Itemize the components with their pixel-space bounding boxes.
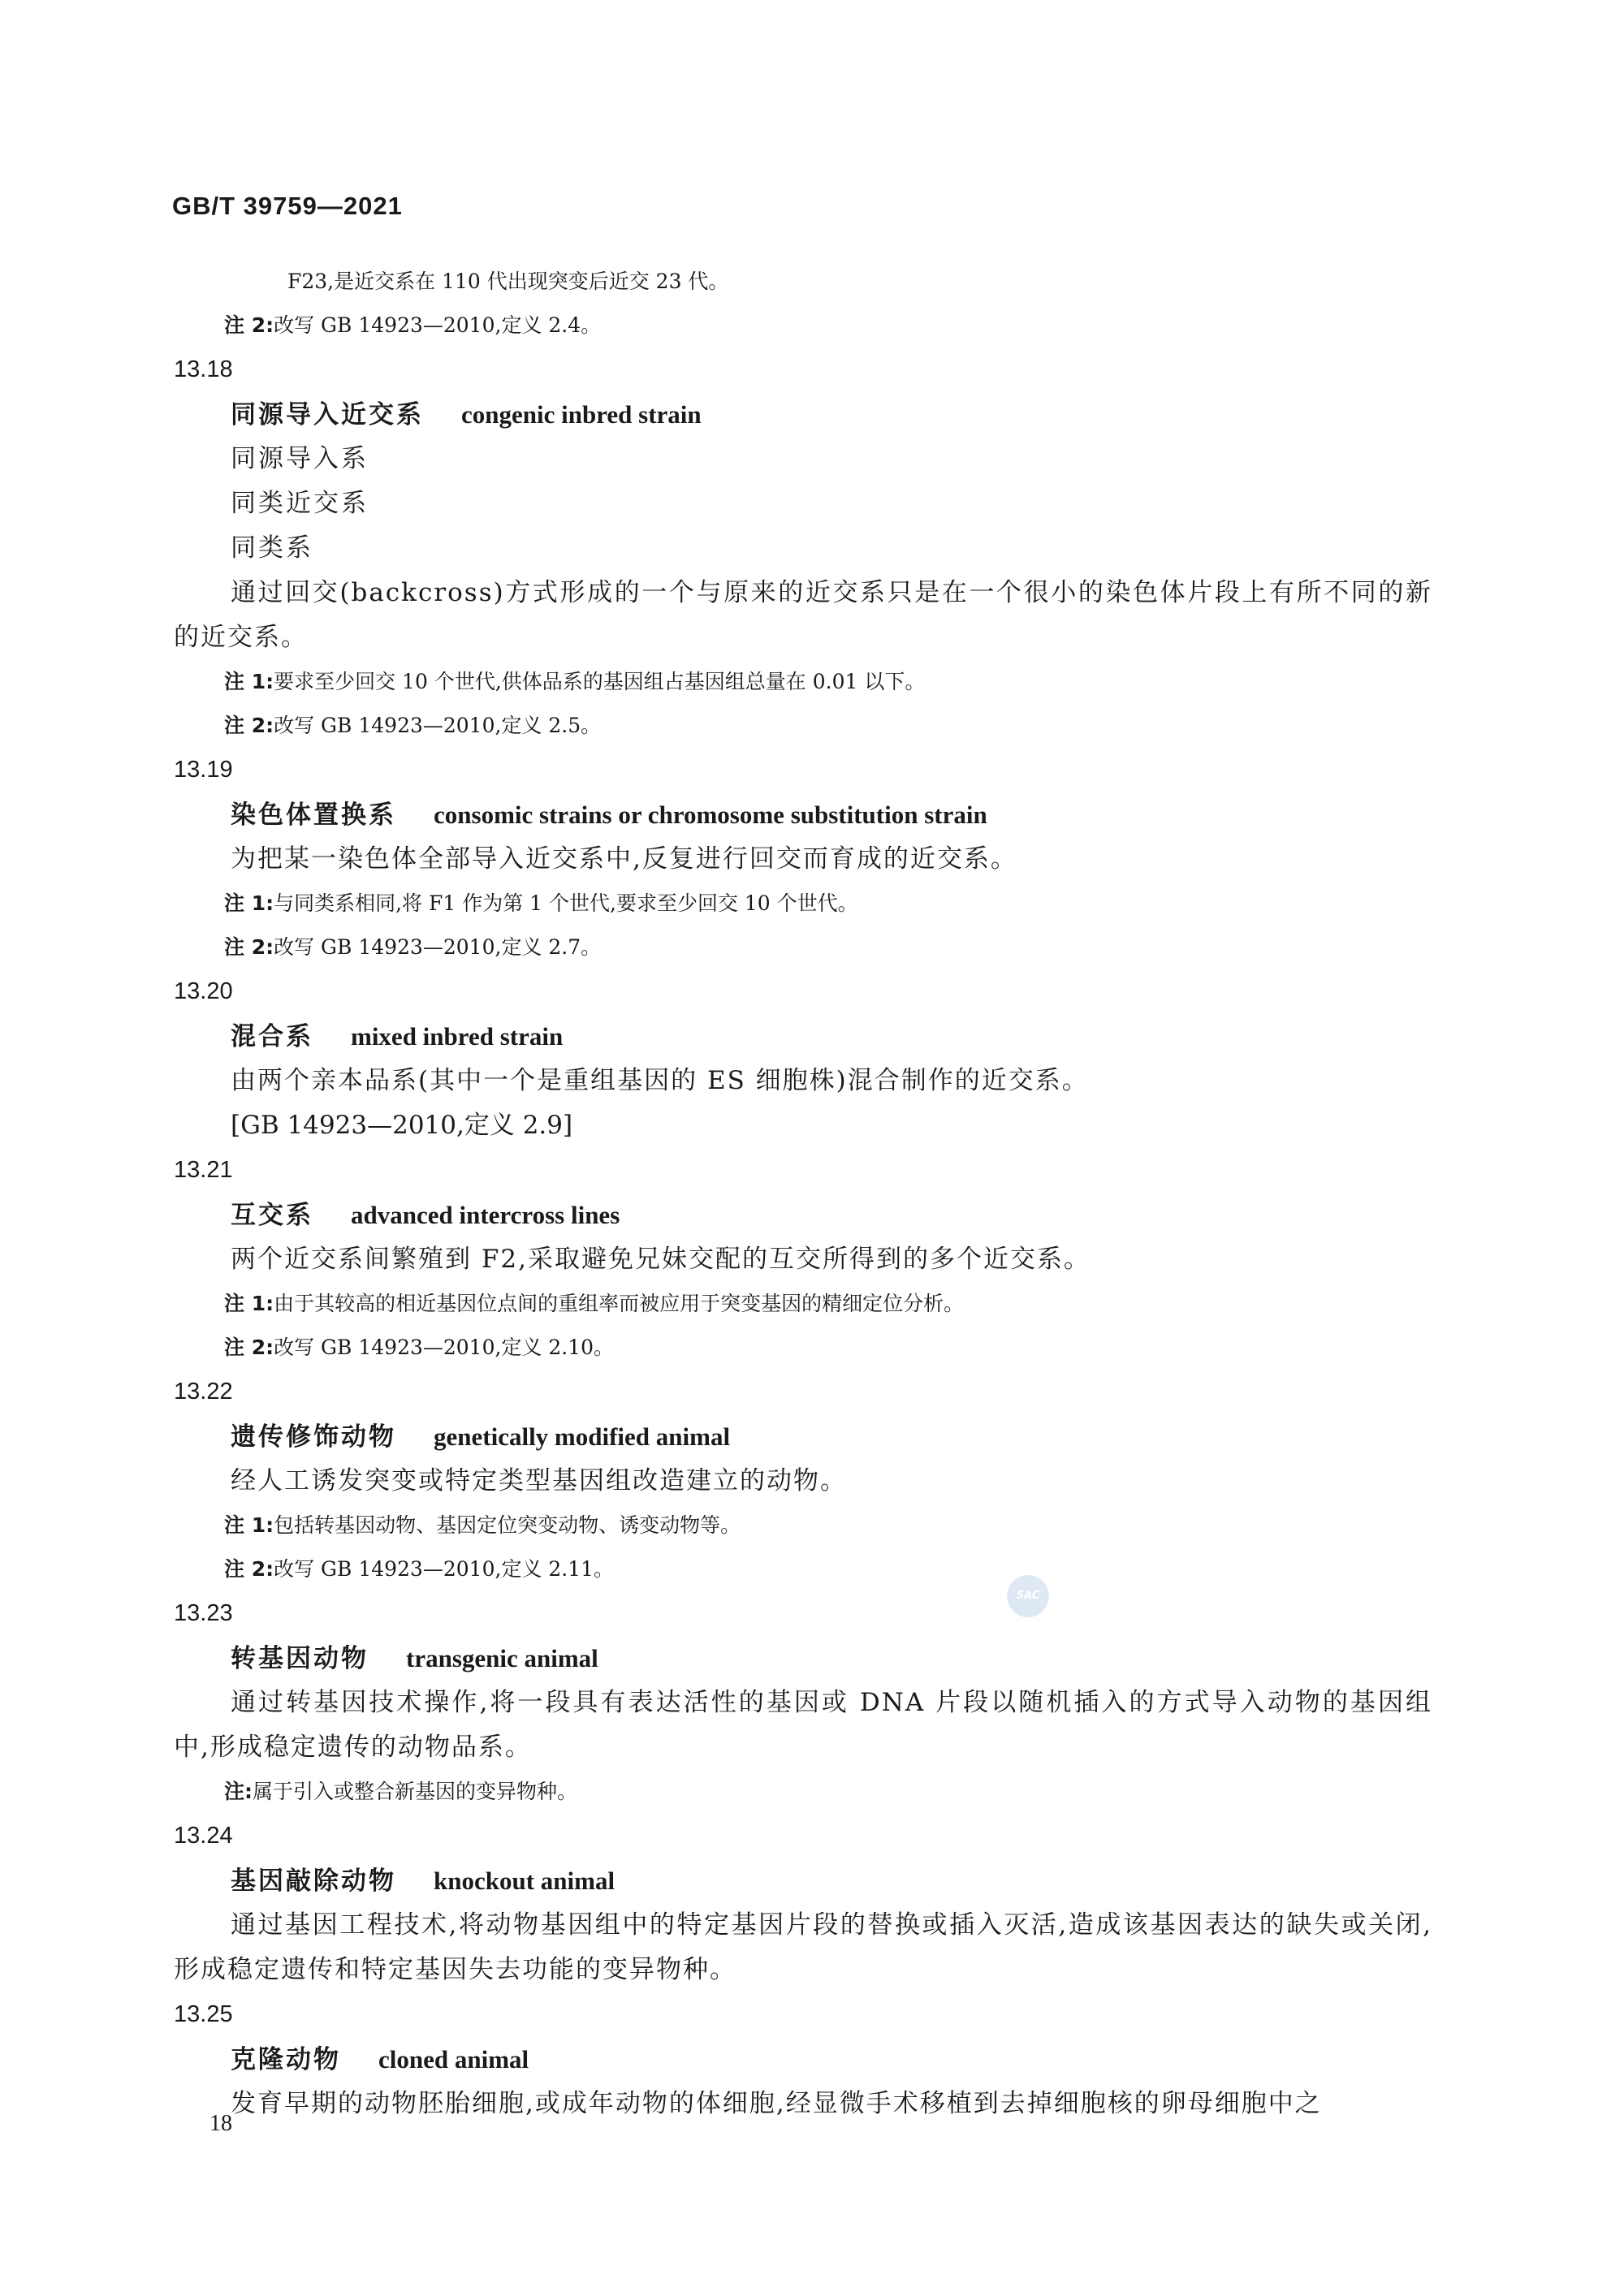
note-label: 注 1: (224, 1292, 274, 1315)
term-english: transgenic animal (406, 1644, 598, 1672)
definition: 通过转基因技术操作,将一段具有表达活性的基因或 DNA 片段以随机插入的方式导入动物的基因组中,形成稳定遗传的动物品系。 (174, 1688, 1432, 1762)
continued-note-text: F23,是近交系在 110 代出现突变后近交 23 代。 (287, 270, 729, 293)
term-chinese: 转基因动物 (231, 1644, 369, 1673)
sac-watermark-logo: SAC (1007, 1575, 1049, 1617)
note (174, 1504, 1432, 1547)
definition: 经人工诱发突变或特定类型基因组改造建立的动物。 (231, 1466, 847, 1495)
clause-number: 13.25 (174, 2001, 233, 2027)
note-label: 注: (224, 1780, 253, 1803)
note-label: 注 2: (224, 1336, 274, 1359)
note-text: 改写 GB 14923—2010,定义 2.11。 (274, 1557, 615, 1581)
page-number: 18 (209, 2111, 232, 2136)
term-heading (174, 1858, 1432, 1903)
note-text: 改写 GB 14923—2010,定义 2.7。 (274, 935, 602, 959)
note-text: 改写 GB 14923—2010,定义 2.4。 (274, 313, 602, 337)
term-heading (174, 792, 1432, 837)
definition: 通过基因工程技术,将动物基因组中的特定基因片段的替换或插入灭活,造成该基因表达的缺失或关闭,形成稳定遗传和特定基因失去功能的变异物种。 (174, 1910, 1432, 1984)
term-chinese: 混合系 (231, 1022, 313, 1051)
term-chinese: 同源导入近交系 (231, 400, 424, 429)
note-label: 注 2: (224, 313, 274, 337)
synonym: 同类系 (231, 533, 313, 563)
note-text: 改写 GB 14923—2010,定义 2.5。 (274, 714, 602, 737)
note-text: 属于引入或整合新基因的变异物种。 (253, 1780, 578, 1803)
definition: 为把某一染色体全部导入近交系中,反复进行回交而育成的近交系。 (231, 844, 1017, 874)
note (174, 1326, 1432, 1370)
term-english: mixed inbred strain (351, 1022, 564, 1051)
term-chinese: 基因敲除动物 (231, 1867, 396, 1896)
note-text: 包括转基因动物、基因定位突变动物、诱变动物等。 (274, 1513, 741, 1537)
definition: 由两个亲本品系(其中一个是重组基因的 ES 细胞株)混合制作的近交系。 (231, 1066, 1089, 1095)
term-chinese: 遗传修饰动物 (231, 1422, 396, 1452)
synonym: 同源导入系 (231, 444, 369, 473)
term-heading (174, 1014, 1432, 1059)
standard-code: GB/T 39759—2021 (172, 192, 403, 220)
term-english: consomic strains or chromosome substitution strain (434, 801, 987, 829)
clause-number: 13.20 (174, 978, 233, 1004)
clause-number: 13.18 (174, 356, 233, 382)
term-chinese: 互交系 (231, 1201, 313, 1230)
term-english: knockout animal (434, 1867, 615, 1895)
term-heading (174, 1636, 1432, 1681)
clause-number: 13.21 (174, 1157, 233, 1183)
note-text: 由于其较高的相近基因位点间的重组率而被应用于突变基因的精细定位分析。 (274, 1292, 965, 1315)
document-body (174, 260, 1432, 2126)
note-label: 注 2: (224, 714, 274, 737)
note (174, 1547, 1432, 1591)
note-text: 与同类系相同,将 F1 作为第 1 个世代,要求至少回交 10 个世代。 (274, 891, 858, 915)
note (174, 882, 1432, 926)
definition: 两个近交系间繁殖到 F2,采取避免兄妹交配的互交所得到的多个近交系。 (231, 1245, 1091, 1274)
note-label: 注 2: (224, 935, 274, 959)
note (174, 1770, 1432, 1814)
note-label: 注 1: (224, 891, 274, 915)
term-english: genetically modified animal (434, 1422, 731, 1451)
note-text: 改写 GB 14923—2010,定义 2.10。 (274, 1336, 615, 1359)
term-heading (174, 2037, 1432, 2082)
term-chinese: 克隆动物 (231, 2045, 341, 2074)
note (174, 304, 1432, 347)
note-text: 要求至少回交 10 个世代,供体品系的基因组占基因组总量在 0.01 以下。 (274, 670, 926, 693)
note (174, 1282, 1432, 1326)
note-label: 注 1: (224, 1513, 274, 1537)
source-reference: [GB 14923—2010,定义 2.9] (231, 1111, 573, 1140)
term-heading (174, 1414, 1432, 1459)
note (174, 704, 1432, 748)
clause-number: 13.23 (174, 1600, 233, 1626)
note-label: 注 2: (224, 1557, 274, 1581)
synonym: 同类近交系 (231, 489, 369, 518)
term-english: cloned animal (378, 2045, 529, 2074)
definition: 发育早期的动物胚胎细胞,或成年动物的体细胞,经显微手术移植到去掉细胞核的卵母细胞中之 (231, 2089, 1322, 2118)
term-english: congenic inbred strain (461, 400, 702, 429)
clause-number: 13.22 (174, 1379, 233, 1405)
note-label: 注 1: (224, 670, 274, 693)
definition: 通过回交(backcross)方式形成的一个与原来的近交系只是在一个很小的染色体片段上有所不同的新的近交系。 (174, 578, 1432, 652)
term-english: advanced intercross lines (351, 1201, 620, 1229)
clause-number: 13.19 (174, 757, 233, 783)
term-heading (174, 1193, 1432, 1237)
clause-number: 13.24 (174, 1823, 233, 1849)
note (174, 926, 1432, 969)
term-chinese: 染色体置换系 (231, 801, 396, 830)
term-heading (174, 392, 1432, 437)
note (174, 660, 1432, 704)
